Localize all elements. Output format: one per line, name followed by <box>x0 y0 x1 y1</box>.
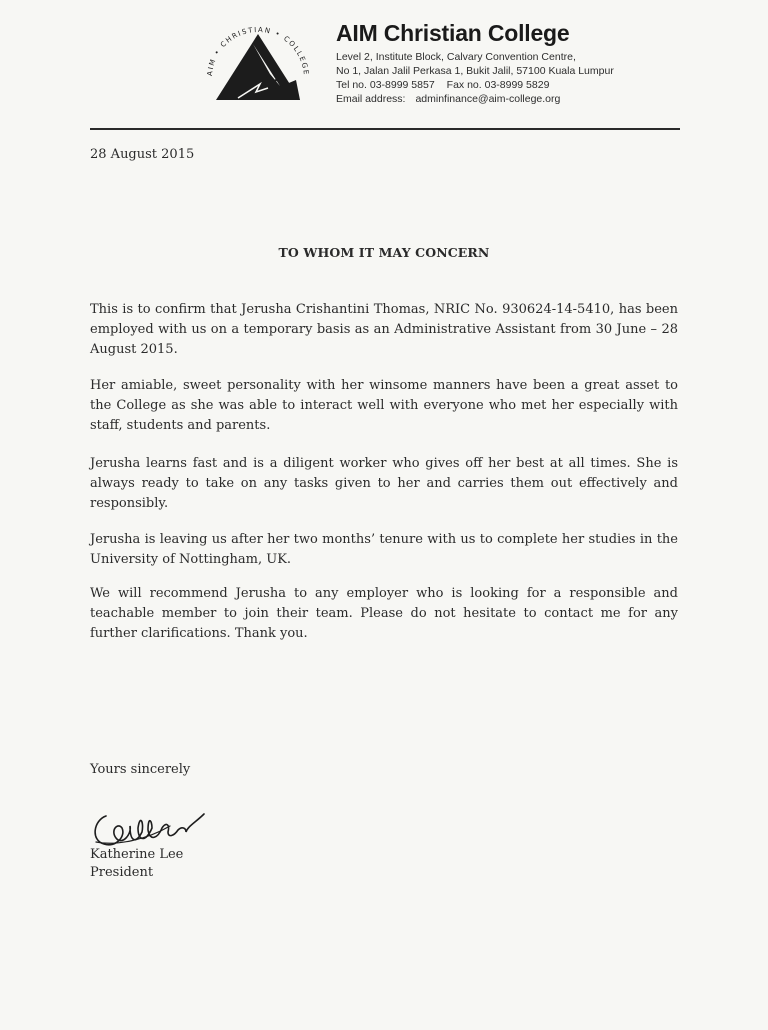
body-paragraph: Her amiable, sweet personality with her winsome manners have been a great asset to the College as she was able to interact well with everyone who met her especially with staff, students and parents. <box>90 378 678 433</box>
college-name: AIM Christian College <box>336 20 570 46</box>
email-address: adminfinance@aim-college.org <box>415 93 561 105</box>
address-line-1: Level 2, Institute Block, Calvary Convention Centre, <box>336 51 576 63</box>
logo-ring-text: AIM • CHRISTIAN • COLLEGE <box>205 25 311 77</box>
fax-number: Fax no. 03-8999 5829 <box>446 79 550 91</box>
letterhead-divider <box>90 128 680 130</box>
body-paragraph: Jerusha is leaving us after her two months’ tenure with us to complete her studies in the University of Nottingham, UK. <box>90 532 678 567</box>
handwritten-signature <box>86 786 216 854</box>
body-paragraph: We will recommend Jerusha to any employer who is looking for a responsible and teachable member to join their team. Please do not hesitate to contact me for any further clarifications. Thank you. <box>90 586 678 641</box>
tel-number: Tel no. 03-8999 5857 <box>336 79 435 91</box>
body-paragraph: Jerusha learns fast and is a diligent worker who gives off her best at all times. She is always ready to take on any tasks given to her and carries them out effectively and responsibly. <box>90 456 678 511</box>
contact-email-line <box>336 93 560 105</box>
contact-phone-line <box>336 79 549 91</box>
letter-date: 28 August 2015 <box>90 147 195 162</box>
address-line-2: No 1, Jalan Jalil Perkasa 1, Bukit Jalil, 57100 Kuala Lumpur <box>336 65 614 77</box>
letter-subject: TO WHOM IT MAY CONCERN <box>278 245 490 260</box>
body-paragraph: This is to confirm that Jerusha Crishantini Thomas, NRIC No. 930624-14-5410, has been employed with us on a temporary basis as an Administrative Assistant from 30 June – 28 August 2015. <box>90 302 678 357</box>
signer-title: President <box>90 865 154 880</box>
closing-salutation: Yours sincerely <box>90 762 191 777</box>
college-logo <box>198 14 318 106</box>
signer-name: Katherine Lee <box>90 847 184 862</box>
email-label: Email address: <box>336 93 406 105</box>
